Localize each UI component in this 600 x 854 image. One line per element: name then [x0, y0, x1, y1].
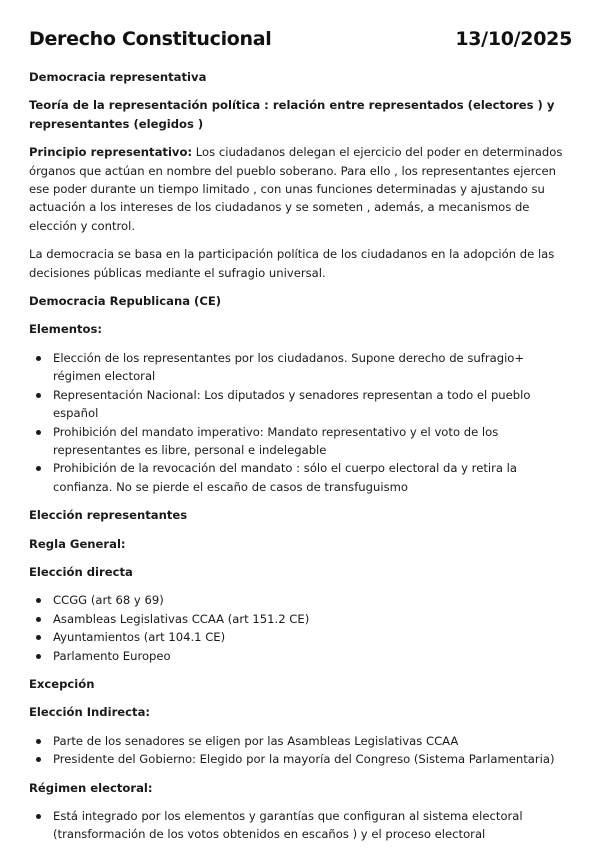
bullet-icon [36, 814, 41, 819]
list-item-text: Parlamento Europeo [53, 648, 171, 663]
list-item [53, 647, 572, 665]
document-date: 13/10/2025 [455, 28, 572, 50]
list-item-text: Prohibición de la revocación del mandato : sólo el cuerpo electoral da y retira la confianza. No se pierde el escaño de casos de transfuguismo [53, 461, 517, 494]
heading-excepcion: Excepción [29, 676, 95, 691]
list-item-text: Asambleas Legislativas CCAA (art 151.2 CE) [53, 611, 310, 626]
heading-regimen-electoral: Régimen electoral: [29, 780, 153, 795]
heading-democracia-republicana: Democracia Republicana (CE) [29, 294, 222, 309]
list-item [53, 423, 572, 460]
heading-eleccion-directa: Elección directa [29, 564, 133, 579]
heading-eleccion-indirecta: Elección Indirecta: [29, 705, 151, 720]
list-item [53, 732, 572, 750]
document-header [29, 28, 572, 50]
heading-teoria-representacion: Teoría de la representación política : relación entre representados (electores ) y representantes (elegidos ) [29, 98, 555, 131]
list-item-text: Prohibición del mandato imperativo: Mandato representativo y el voto de los representantes es libre, personal e indelegable [53, 424, 499, 457]
list-item [53, 591, 572, 609]
bullet-icon [36, 654, 41, 659]
bullet-icon [36, 466, 41, 471]
list-elementos [29, 349, 572, 496]
bullet-icon [36, 739, 41, 744]
bullet-icon [36, 598, 41, 603]
bullet-icon [36, 617, 41, 622]
list-item [53, 459, 572, 496]
document-body [29, 68, 572, 854]
list-item-text: Elección de los representantes por los ciudadanos. Supone derecho de sufragio+ régimen electoral [53, 350, 525, 384]
bullet-icon [36, 393, 41, 398]
document-title: Derecho Constitucional [29, 28, 272, 50]
principio-label: Principio representativo: [29, 145, 193, 160]
list-item-text: Representación Nacional: Los diputados y senadores representan a todo el pueblo español [53, 387, 531, 421]
heading-eleccion-representantes: Elección representantes [29, 508, 188, 523]
bullet-icon [36, 757, 41, 762]
list-item-text: Está integrado por los elementos y garantías que configuran al sistema electoral (transformación de los votos obtenidos en escaños ) y el proceso electoral [53, 809, 523, 842]
paragraph-principio-representativo [29, 143, 572, 235]
list-item [53, 750, 572, 768]
list-item [53, 610, 572, 628]
list-item-text: CCGG (art 68 y 69) [53, 593, 164, 608]
bullet-icon [36, 635, 41, 640]
list-item [53, 349, 572, 386]
list-item [53, 807, 572, 844]
list-item-text: Parte de los senadores se eligen por las Asambleas Legislativas CCAA [53, 733, 459, 748]
heading-regla-general: Regla General: [29, 536, 126, 551]
bullet-icon [36, 430, 41, 435]
principio-text: Los ciudadanos delegan el ejercicio del poder en determinados órganos que actúan en nombre del pueblo soberano. Para ello , los representantes ejercen ese poder durante un tiempo limitado , con unas funciones determinadas y ajustando su actuación a los intereses de los ciudadanos y se someten , además, a mecanismos de elección y control. [29, 145, 563, 233]
bullet-icon [36, 356, 41, 361]
list-item-text: Presidente del Gobierno: Elegido por la mayoría del Congreso (Sistema Parlamentaria) [53, 752, 555, 767]
list-eleccion-indirecta [29, 732, 572, 769]
list-item [53, 628, 572, 646]
list-item-text: Ayuntamientos (art 104.1 CE) [53, 630, 226, 645]
list-eleccion-directa [29, 591, 572, 665]
paragraph-democracia-participacion: La democracia se basa en la participación política de los ciudadanos en la adopción de las decisiones públicas mediante el sufragio universal. [29, 247, 555, 280]
list-item [53, 386, 572, 423]
heading-democracia-representativa: Democracia representativa [29, 70, 207, 84]
list-regimen-electoral [29, 807, 572, 844]
heading-elementos: Elementos: [29, 322, 102, 337]
